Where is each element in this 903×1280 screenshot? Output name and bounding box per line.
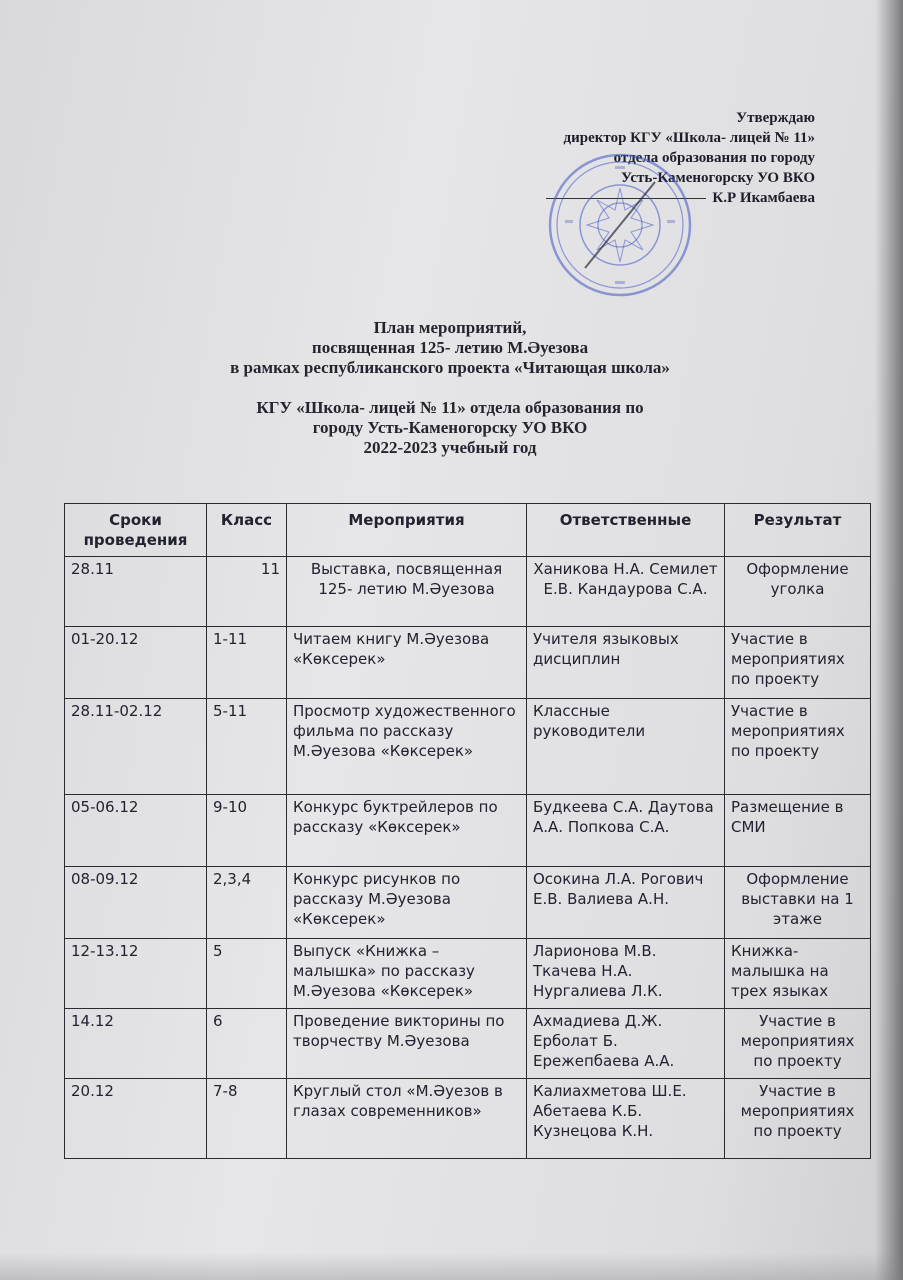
cell-result: Участие в мероприятиях по проекту [725, 1009, 871, 1079]
cell-date: 14.12 [65, 1009, 207, 1079]
document-title [130, 318, 770, 458]
approval-line-1: Утверждаю [736, 110, 815, 126]
approval-line-4: Усть-Каменогорску УО ВКО [620, 170, 815, 186]
header-grade: Класс [207, 504, 287, 557]
page-edge-shadow [875, 0, 903, 1280]
title-line-1: План мероприятий, [373, 318, 527, 337]
cell-result: Участие в мероприятиях по проекту [725, 627, 871, 699]
cell-grade: 1-11 [207, 627, 287, 699]
cell-event: Конкурс рисунков по рассказу М.Әуезова «Көксерек» [287, 867, 527, 939]
approval-line-2: директор КГУ «Школа- лицей № 11» [563, 130, 815, 146]
header-dates: Сроки проведения [65, 504, 207, 557]
cell-responsible: Осокина Л.А. Рогович Е.В. Валиева А.Н. [527, 867, 725, 939]
cell-responsible: Ханикова Н.А. Семилет Е.В. Кандаурова С.А. [527, 557, 725, 627]
table-row [65, 867, 871, 939]
cell-result: Размещение в СМИ [725, 795, 871, 867]
title-line-6: 2022-2023 учебный год [363, 438, 537, 457]
cell-event: Читаем книгу М.Әуезова «Көксерек» [287, 627, 527, 699]
cell-event: Проведение викторины по творчеству М.Әуезова [287, 1009, 527, 1079]
table-row [65, 627, 871, 699]
cell-grade: 2,3,4 [207, 867, 287, 939]
events-table [64, 503, 871, 1159]
cell-event: Просмотр художественного фильма по рассказу М.Әуезова «Көксерек» [287, 699, 527, 795]
cell-result: Участие в мероприятиях по проекту [725, 699, 871, 795]
cell-grade: 5 [207, 939, 287, 1009]
cell-responsible: Ларионова М.В. Ткачева Н.А. Нургалиева Л.К. [527, 939, 725, 1009]
table-row [65, 557, 871, 627]
cell-date: 01-20.12 [65, 627, 207, 699]
cell-responsible: Калиахметова Ш.Е. Абетаева К.Б. Кузнецова К.Н. [527, 1079, 725, 1159]
cell-grade: 5-11 [207, 699, 287, 795]
cell-result: Книжка-малышка на трех языках [725, 939, 871, 1009]
cell-grade: 11 [207, 557, 287, 627]
table-row [65, 939, 871, 1009]
cell-responsible: Учителя языковых дисциплин [527, 627, 725, 699]
cell-grade: 9-10 [207, 795, 287, 867]
cell-grade: 7-8 [207, 1079, 287, 1159]
title-line-3: в рамках республиканского проекта «Читающая школа» [230, 358, 670, 377]
table-row [65, 1079, 871, 1159]
cell-grade: 6 [207, 1009, 287, 1079]
cell-result: Оформление выставки на 1 этаже [725, 867, 871, 939]
cell-responsible: Ахмадиева Д.Ж. Ерболат Б. Ережепбаева А.А. [527, 1009, 725, 1079]
cell-event: Выпуск «Книжка – малышка» по рассказу М.Әуезова «Көксерек» [287, 939, 527, 1009]
title-line-5: городу Усть-Каменогорску УО ВКО [312, 418, 588, 437]
header-events: Мероприятия [287, 504, 527, 557]
cell-date: 28.11 [65, 557, 207, 627]
cell-result: Оформление уголка [725, 557, 871, 627]
approval-line-5: К.Р Икамбаева [712, 190, 815, 206]
official-seal-stamp [545, 150, 695, 300]
cell-date: 28.11-02.12 [65, 699, 207, 795]
cell-date: 20.12 [65, 1079, 207, 1159]
title-line-4: КГУ «Школа- лицей № 11» отдела образования по [256, 398, 644, 417]
table-row [65, 795, 871, 867]
header-result: Результат [725, 504, 871, 557]
table-row [65, 1009, 871, 1079]
cell-event: Конкурс буктрейлеров по рассказу «Көксерек» [287, 795, 527, 867]
cell-event: Круглый стол «М.Әуезов в глазах современников» [287, 1079, 527, 1159]
cell-responsible: Классные руководители [527, 699, 725, 795]
page-bottom-shade [0, 1252, 903, 1280]
table-header-row [65, 504, 871, 557]
table-row [65, 699, 871, 795]
cell-date: 08-09.12 [65, 867, 207, 939]
cell-responsible: Будкеева С.А. Даутова А.А. Попкова С.А. [527, 795, 725, 867]
cell-result: Участие в мероприятиях по проекту [725, 1079, 871, 1159]
cell-date: 12-13.12 [65, 939, 207, 1009]
title-line-2: посвященная 125- летию М.Әуезова [311, 338, 589, 357]
cell-date: 05-06.12 [65, 795, 207, 867]
cell-event: Выставка, посвященная 125- летию М.Әуезова [287, 557, 527, 627]
header-responsible: Ответственные [527, 504, 725, 557]
approval-line-3: отдела образования по городу [613, 150, 815, 166]
